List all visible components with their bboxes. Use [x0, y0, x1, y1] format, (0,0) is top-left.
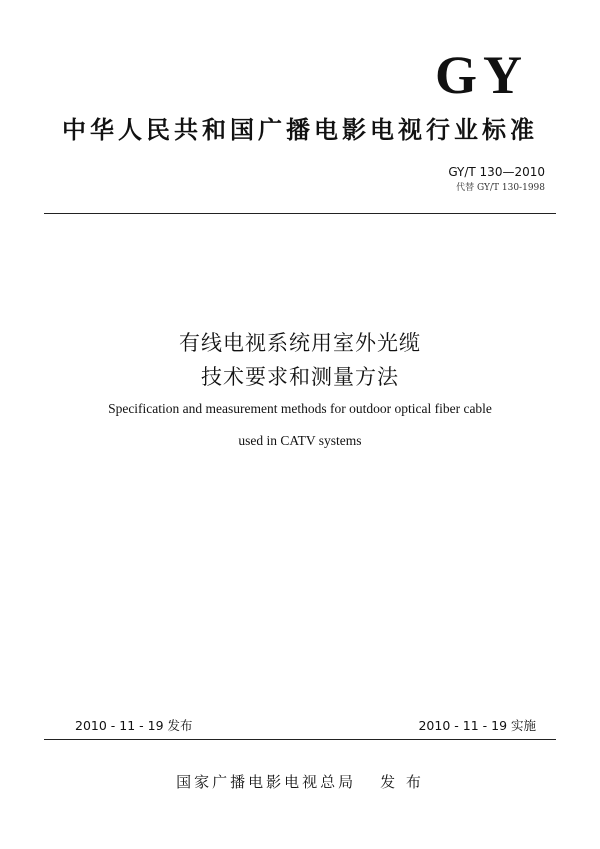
document-title-en-line2: used in CATV systems — [238, 433, 362, 448]
publisher-line — [0, 775, 600, 790]
publisher-name: 国家广播电影电视总局 — [176, 773, 357, 791]
document-title-zh-line1: 有线电视系统用室外光缆 — [179, 331, 421, 355]
document-title-zh-line2: 技术要求和测量方法 — [201, 365, 399, 389]
header-divider — [44, 213, 556, 214]
replaces-standard: 代替 GY/T 130-1998 — [456, 183, 545, 193]
footer-divider — [44, 739, 556, 740]
standard-category-title: 中华人民共和国广播电影电视行业标准 — [62, 116, 538, 144]
gy-logo: GY — [435, 45, 528, 105]
publish-label: 发 布 — [380, 773, 424, 791]
standard-number: GY/T 130—2010 — [448, 165, 545, 179]
implementation-date: 2010 - 11 - 19 实施 — [418, 718, 536, 733]
issue-date: 2010 - 11 - 19 发布 — [75, 718, 193, 733]
document-title-en-line1: Specification and measurement methods for outdoor optical fiber cable — [108, 401, 492, 416]
